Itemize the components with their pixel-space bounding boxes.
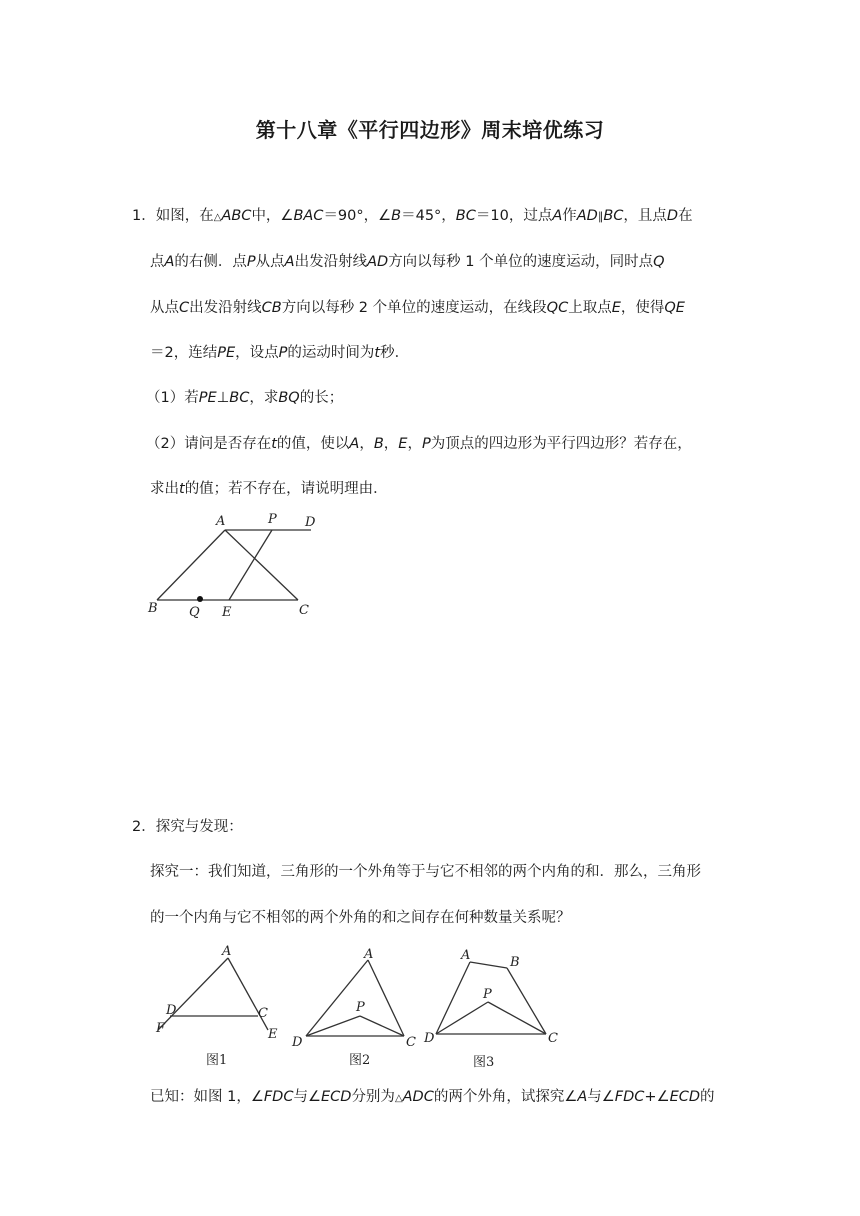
q1-sub-question-2-continued: 求出t的值；若不存在，请说明理由．: [150, 481, 388, 497]
fig1-label-f: F: [156, 1021, 166, 1036]
fig3-caption: 图3: [473, 1055, 495, 1070]
q1-sub-question-2: （2）请问是否存在t的值，使以A，B，E，P为顶点的四边形为平行四边形？若存在，: [146, 436, 692, 452]
fig3-label-a: A: [461, 948, 471, 963]
fig3-label-c: C: [548, 1031, 558, 1046]
fig2-label-c: C: [406, 1035, 416, 1050]
label-b: B: [148, 601, 158, 616]
fig2-caption: 图2: [349, 1053, 371, 1068]
label-d: D: [305, 515, 316, 530]
q1-line-4: ＝2，连结PE，设点P的运动时间为t秒．: [150, 345, 410, 361]
q1-line-1: 1．如图，在△ABC中，∠BAC＝90°，∠B＝45°，BC＝10，过点A作AD∥BC，且点D在: [132, 208, 693, 224]
label-p: P: [268, 512, 277, 527]
q1-line-3: 从点C出发沿射线CB方向以每秒 2 个单位的速度运动，在线段QC上取点E，使得QE: [150, 300, 685, 316]
q2-paragraph-1: 探究一：我们知道，三角形的一个外角等于与它不相邻的两个内角的和．那么，三角形: [150, 864, 701, 880]
figure-3: [423, 948, 558, 1070]
q2-paragraph-2: 的一个内角与它不相邻的两个外角的和之间存在何种数量关系呢？: [150, 910, 571, 926]
label-a: A: [216, 514, 226, 529]
q1-line-2: 点A的右侧．点P从点A出发沿射线AD方向以每秒 1 个单位的速度运动，同时点Q: [150, 254, 665, 270]
fig1-caption: 图1: [206, 1053, 228, 1068]
fig1-label-d: D: [166, 1003, 177, 1018]
fig2-label-p: P: [356, 1000, 365, 1015]
document-title: 第十八章《平行四边形》周末培优练习: [255, 118, 605, 142]
fig1-label-e: E: [268, 1027, 278, 1042]
label-q: Q: [189, 605, 200, 620]
fig1-label-a: A: [222, 944, 232, 959]
fig1-label-c: C: [258, 1006, 268, 1021]
q2-known-statement: 已知：如图 1，∠FDC与∠ECD分别为△ADC的两个外角，试探究∠A与∠FDC+∠ECD的: [150, 1089, 715, 1105]
q1-sub-question-1: （1）若PE⊥BC，求BQ的长；: [146, 390, 344, 406]
fig3-label-p: P: [483, 987, 492, 1002]
q2-heading: 2．探究与发现：: [132, 819, 243, 835]
figure-1: [155, 944, 278, 1068]
figure-2: [291, 947, 416, 1068]
label-c: C: [299, 603, 309, 618]
fig2-label-a: A: [364, 947, 374, 962]
fig3-label-d: D: [424, 1031, 435, 1046]
fig2-label-d: D: [292, 1035, 303, 1050]
fig3-label-b: B: [510, 955, 520, 970]
label-e: E: [222, 605, 232, 620]
